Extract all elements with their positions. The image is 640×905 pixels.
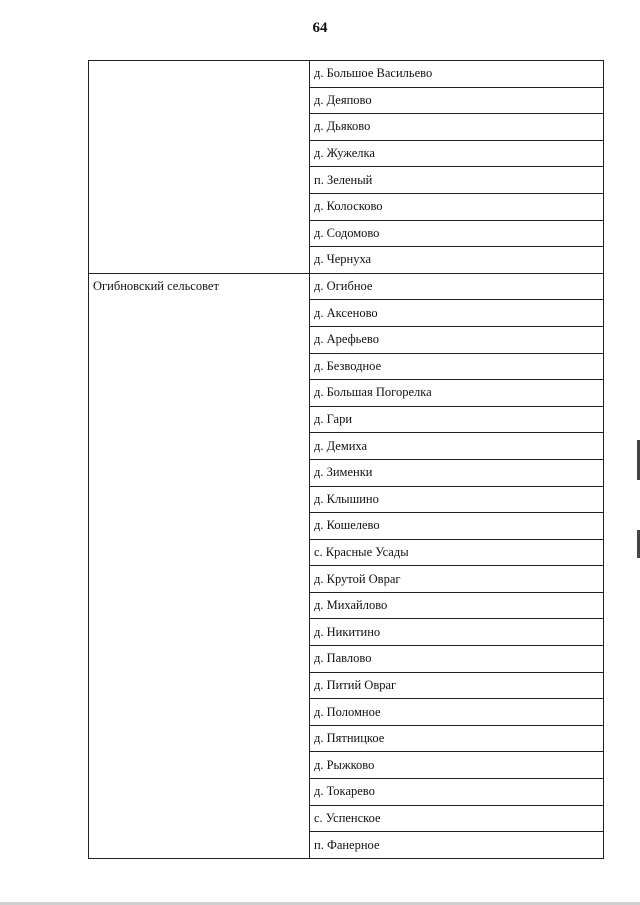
council-name-cell [89,61,310,274]
settlement-cell: д. Клышино [310,486,604,513]
settlements-table-body [89,61,604,859]
settlement-cell: д. Чернуха [310,247,604,274]
settlement-cell: д. Зименки [310,459,604,486]
settlement-cell: д. Деяпово [310,87,604,114]
settlement-cell: д. Большое Васильево [310,61,604,88]
settlements-table [88,60,604,859]
settlement-cell: д. Колосково [310,193,604,220]
settlement-cell: д. Содомово [310,220,604,247]
settlement-cell: д. Безводное [310,353,604,380]
page-number: 64 [312,20,328,36]
settlement-cell: д. Крутой Овраг [310,566,604,593]
settlement-cell: д. Большая Погорелка [310,380,604,407]
table-row [89,273,604,300]
settlement-cell: д. Павлово [310,646,604,673]
settlement-cell: д. Арефьево [310,326,604,353]
settlement-cell: п. Фанерное [310,832,604,859]
settlement-cell: с. Красные Усады [310,539,604,566]
settlement-cell: д. Гари [310,406,604,433]
settlement-cell: д. Демиха [310,433,604,460]
settlement-cell: д. Жужелка [310,140,604,167]
council-name-cell: Огибновский сельсовет [89,273,310,858]
settlement-cell: п. Зеленый [310,167,604,194]
settlement-cell: д. Михайлово [310,592,604,619]
settlement-cell: д. Огибное [310,273,604,300]
settlement-cell: д. Кошелево [310,513,604,540]
settlement-cell: д. Пятницкое [310,725,604,752]
settlement-cell: д. Рыжково [310,752,604,779]
settlement-cell: д. Токарево [310,779,604,806]
settlement-cell: д. Дьяково [310,114,604,141]
settlement-cell: д. Аксеново [310,300,604,327]
settlement-cell: д. Питий Овраг [310,672,604,699]
settlement-cell: д. Никитино [310,619,604,646]
table-row [89,61,604,88]
settlement-cell: д. Поломное [310,699,604,726]
settlement-cell: с. Успенское [310,805,604,832]
